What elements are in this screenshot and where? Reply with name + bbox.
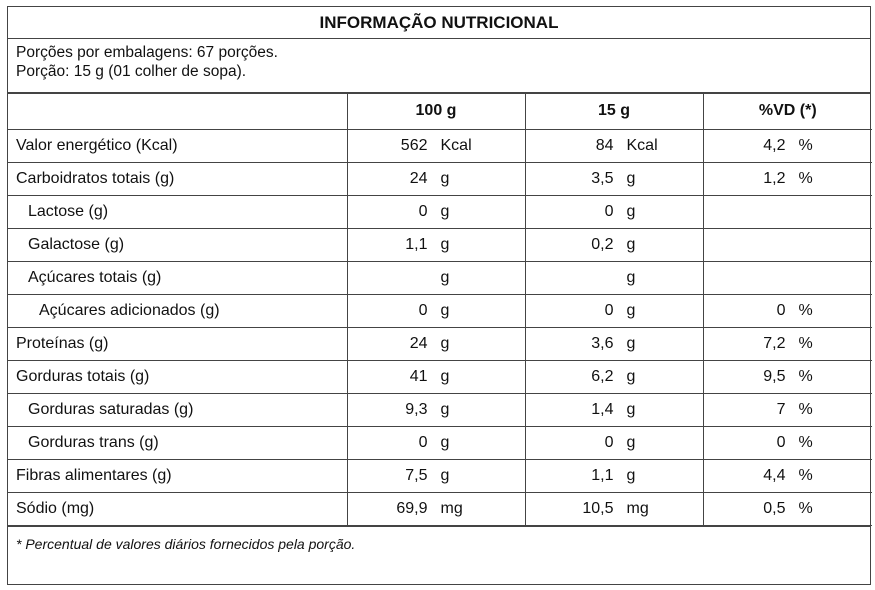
value-vd: 4,2 [763, 136, 786, 154]
header-vd: %VD (*) [703, 94, 872, 129]
value-vd: 0 [776, 301, 786, 319]
table-row [8, 459, 872, 492]
table-row [8, 228, 872, 261]
unit-100g: g [440, 367, 450, 385]
table-row [8, 492, 872, 525]
value-15g: 3,6 [591, 334, 614, 352]
value-100g: 24 [409, 169, 428, 187]
unit-vd: % [798, 499, 813, 517]
value-15g: 0 [604, 301, 614, 319]
value-vd: 0 [776, 433, 786, 451]
unit-100g: Kcal [440, 136, 472, 154]
header-row [8, 94, 872, 129]
unit-100g: g [440, 334, 450, 352]
header-100g: 100 g [347, 94, 525, 129]
unit-100g: g [440, 400, 450, 418]
nutrient-name: Valor energético (Kcal) [8, 129, 347, 162]
table-row [8, 360, 872, 393]
unit-15g: g [626, 367, 636, 385]
unit-vd: % [798, 136, 813, 154]
unit-15g: g [626, 466, 636, 484]
table-row [8, 327, 872, 360]
unit-100g: g [440, 268, 450, 286]
unit-vd: % [798, 433, 813, 451]
value-15g: 0 [604, 433, 614, 451]
unit-vd: % [798, 301, 813, 319]
unit-100g: g [440, 202, 450, 220]
nutrient-name: Galactose (g) [8, 228, 347, 261]
unit-15g: g [626, 400, 636, 418]
value-15g: 10,5 [582, 499, 614, 517]
value-15g: 0 [604, 202, 614, 220]
unit-100g: g [440, 301, 450, 319]
nutrition-facts-label [7, 6, 871, 585]
table-row [8, 129, 872, 162]
nutrient-name: Fibras alimentares (g) [8, 459, 347, 492]
table-row [8, 261, 872, 294]
table-row [8, 393, 872, 426]
table-row [8, 162, 872, 195]
table-row [8, 294, 872, 327]
value-100g: 0 [418, 433, 428, 451]
table-row [8, 195, 872, 228]
unit-15g: g [626, 268, 636, 286]
value-vd: 1,2 [763, 169, 786, 187]
unit-15g: g [626, 433, 636, 451]
value-100g: 1,1 [405, 235, 428, 253]
value-100g: 0 [418, 301, 428, 319]
value-15g: 3,5 [591, 169, 614, 187]
unit-vd: % [798, 466, 813, 484]
value-vd: 9,5 [763, 367, 786, 385]
nutrient-name: Lactose (g) [8, 195, 347, 228]
unit-15g: g [626, 235, 636, 253]
value-100g: 9,3 [405, 400, 428, 418]
unit-vd: % [798, 169, 813, 187]
value-100g: 69,9 [396, 499, 428, 517]
nutrient-name: Proteínas (g) [8, 327, 347, 360]
unit-15g: g [626, 301, 636, 319]
unit-vd: % [798, 400, 813, 418]
footnote: * Percentual de valores diários fornecidos pela porção. [8, 526, 870, 560]
value-100g: 7,5 [405, 466, 428, 484]
table-row [8, 426, 872, 459]
nutrient-name: Gorduras totais (g) [8, 360, 347, 393]
nutrient-name: Gorduras saturadas (g) [8, 393, 347, 426]
unit-100g: mg [440, 499, 463, 517]
unit-100g: g [440, 433, 450, 451]
value-vd: 0,5 [763, 499, 786, 517]
nutrition-table [8, 94, 872, 526]
value-100g: 0 [418, 202, 428, 220]
value-15g: 1,1 [591, 466, 614, 484]
unit-15g: mg [626, 499, 649, 517]
unit-15g: g [626, 202, 636, 220]
unit-15g: g [626, 169, 636, 187]
value-vd: 7 [776, 400, 786, 418]
value-vd: 7,2 [763, 334, 786, 352]
unit-15g: Kcal [626, 136, 658, 154]
nutrient-name: Açúcares adicionados (g) [8, 294, 347, 327]
portions-info [8, 39, 870, 94]
value-vd: 4,4 [763, 466, 786, 484]
nutrient-name: Carboidratos totais (g) [8, 162, 347, 195]
nutrient-name: Açúcares totais (g) [8, 261, 347, 294]
unit-100g: g [440, 235, 450, 253]
header-nutrient [8, 94, 347, 129]
value-15g: 0,2 [591, 235, 614, 253]
portions-per-package: Porções por embalagens: 67 porções. [16, 44, 278, 61]
value-15g: 6,2 [591, 367, 614, 385]
unit-vd: % [798, 367, 813, 385]
unit-15g: g [626, 334, 636, 352]
portion-size: Porção: 15 g (01 colher de sopa). [16, 63, 247, 80]
header-15g: 15 g [525, 94, 703, 129]
value-100g: 562 [400, 136, 428, 154]
value-100g: 41 [409, 367, 428, 385]
nutrient-name: Gorduras trans (g) [8, 426, 347, 459]
nutrient-name: Sódio (mg) [8, 492, 347, 525]
value-15g: 84 [595, 136, 614, 154]
label-title: INFORMAÇÃO NUTRICIONAL [8, 7, 870, 39]
value-100g: 24 [409, 334, 428, 352]
unit-vd: % [798, 334, 813, 352]
unit-100g: g [440, 466, 450, 484]
unit-100g: g [440, 169, 450, 187]
value-15g: 1,4 [591, 400, 614, 418]
